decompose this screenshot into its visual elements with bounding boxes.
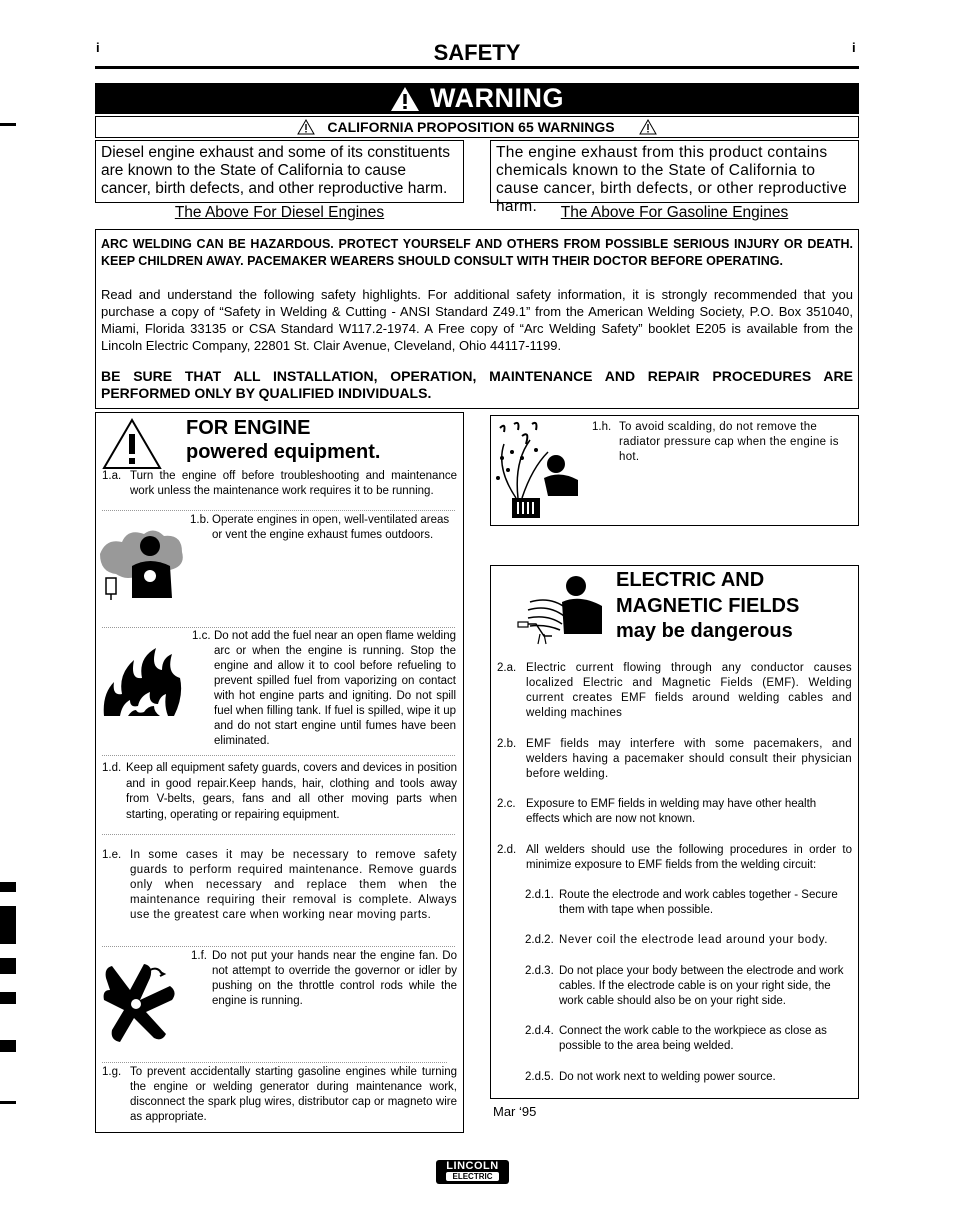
- warning-triangle-icon: [390, 86, 420, 112]
- california-heading-box: [95, 116, 859, 138]
- emf-item-2b: 2.b. EMF fields may interfere with some pacemakers, and welders having a pacemaker should consult their physician before welding.: [497, 738, 852, 780]
- warning-banner: [95, 83, 859, 114]
- binder-mark: [0, 906, 16, 944]
- divider: [102, 1062, 447, 1063]
- fire-flames-icon: [100, 644, 184, 718]
- emf-item-2a: 2.a. Electric current flowing through any conductor causes localized Electric and Magnetic Fields (EMF). Welding current creates EMF fields around welding cables and welding machines: [497, 662, 852, 719]
- gasoline-caption: The Above For Gasoline Engines: [560, 204, 789, 221]
- arc-hazard-warning: ARC WELDING CAN BE HAZARDOUS. PROTECT YOURSELF AND OTHERS FROM POSSIBLE SERIOUS INJURY OR DEATH. KEEP CHILDREN AWAY. PACEMAKER WEARERS SHOULD CONSULT WITH THEIR DOCTOR BEFORE OPERATING.: [101, 237, 853, 268]
- engine-item-1e: 1.e. In some cases it may be necessary to remove safety guards to perform required maintenance. Remove guards only when necessary and replace them when the maintenance requiring their removal is complete. Always use the greatest care when working near moving parts.: [102, 849, 457, 921]
- binder-mark: [0, 958, 16, 974]
- warning-triangle-icon: [639, 119, 657, 135]
- welder-emf-icon: [516, 572, 608, 648]
- engine-item-1a: 1.a. Turn the engine off before troubleshooting and maintenance work unless the maintenance work requires it to be running.: [102, 470, 457, 497]
- emf-heading-line1: ELECTRIC AND: [616, 569, 765, 591]
- emf-item-2d2: 2.d.2. Never coil the electrode lead around your body.: [525, 934, 828, 946]
- diesel-caption: The Above For Diesel Engines: [174, 204, 385, 221]
- california-heading: CALIFORNIA PROPOSITION 65 WARNINGS: [327, 119, 615, 135]
- engine-item-1b: 1.b. Operate engines in open, well-ventilated areas or vent the engine exhaust fumes outdoors.: [190, 514, 450, 541]
- engine-item-1c: 1.c. Do not add the fuel near an open flame welding arc or when the engine is running. Stop the engine and allow it to cool before refueling to prevent spilled fuel from vaporizing on contact with hot engine parts and igniting. Do not spill fuel when filling tank. If fuel is spilled, wipe it up and do not start engine until fumes have been eliminated.: [192, 630, 456, 747]
- diesel-warning-text: Diesel engine exhaust and some of its constituents are known to the State of California to cause cancer, birth defects, and other reproductive harm.: [95, 140, 464, 203]
- emf-item-2c: 2.c. Exposure to EMF fields in welding may have other health effects which are now not known.: [497, 798, 817, 825]
- engine-item-1h: 1.h. To avoid scalding, do not remove the radiator pressure cap when the engine is hot.: [592, 421, 839, 463]
- binder-mark: [0, 882, 16, 892]
- engine-heading-line2: powered equipment.: [186, 441, 381, 463]
- page-title: SAFETY: [433, 40, 521, 65]
- gasoline-warning-text: The engine exhaust from this product contains chemicals known to the State of California to cause cancer, birth defects, or other reproductive harm.: [490, 140, 859, 203]
- warning-triangle-icon: [297, 119, 315, 135]
- emf-item-2d1: 2.d.1. Route the electrode and work cables together - Secure them with tape when possible.: [525, 889, 838, 916]
- engine-heading-line1: FOR ENGINE: [186, 417, 311, 439]
- emf-item-2d: 2.d. All welders should use the following procedures in order to minimize exposure to EMF fields from the welding circuit:: [497, 844, 852, 871]
- hand-fan-icon: [100, 960, 180, 1046]
- arc-welding-box: [95, 229, 859, 409]
- exhaust-fumes-icon: [98, 524, 186, 602]
- emf-item-2d3: 2.d.3. Do not place your body between the electrode and work cables. If the electrode cable is on your right side, the work cable should also be on your right side.: [525, 965, 844, 1007]
- engine-item-1g: 1.g. To prevent accidentally starting gasoline engines while turning the engine or welding generator during maintenance work, disconnect the spark plug wires, distributor cap or magneto wire as appropriate.: [102, 1066, 457, 1123]
- binder-mark: [0, 992, 16, 1004]
- read-understand-text: Read and understand the following safety highlights. For additional safety information, it is strongly recommended that you purchase a copy of “Safety in Welding & Cutting - ANSI Standard Z49.1” from the American Welding Society, P.O. Box 351040, Miami, Florida 33135 or CSA Standard W117.2-1974. A Free copy of “Arc Welding Safety” booklet E205 is available from the Lincoln Electric Company, 22801 St. Clair Avenue, Cleveland, Ohio 44117-1199.: [101, 287, 853, 353]
- caution-triangle-icon: [102, 418, 162, 470]
- divider: [102, 946, 455, 947]
- warning-title: WARNING: [430, 83, 564, 113]
- divider: [102, 834, 455, 835]
- divider: [102, 510, 455, 511]
- binder-mark: [0, 1040, 16, 1052]
- emf-heading-line3: may be dangerous: [616, 620, 793, 642]
- header-rule: [95, 66, 859, 69]
- divider: [102, 627, 455, 628]
- binder-mark: [0, 1101, 16, 1104]
- page-number-right: i: [852, 40, 856, 55]
- lincoln-electric-logo: LINCOLN ELECTRIC: [436, 1160, 509, 1184]
- emf-item-2d4: 2.d.4. Connect the work cable to the workpiece as close as possible to the area being welded.: [525, 1025, 827, 1052]
- emf-heading-line2: MAGNETIC FIELDS: [616, 595, 800, 617]
- scalding-steam-icon: [492, 418, 584, 522]
- page-number-left: i: [96, 40, 100, 55]
- binder-mark: [0, 123, 16, 126]
- revision-date: Mar ‘95: [493, 1104, 537, 1119]
- emf-item-2d5: 2.d.5. Do not work next to welding power source.: [525, 1071, 776, 1083]
- divider: [102, 755, 455, 756]
- qualified-individuals-text: BE SURE THAT ALL INSTALLATION, OPERATION, MAINTENANCE AND REPAIR PROCEDURES ARE PERFORMED ONLY BY QUALIFIED INDIVIDUALS.: [101, 368, 853, 401]
- engine-item-1f: 1.f. Do not put your hands near the engine fan. Do not attempt to override the governor or idler by pushing on the throttle control rods while the engine is running.: [191, 950, 457, 1007]
- engine-item-1d: 1.d. Keep all equipment safety guards, covers and devices in position and in good repair.Keep hands, hair, clothing and tools away from V-belts, gears, fans and all other moving parts when starting, operating or repairing equipment.: [102, 762, 457, 821]
